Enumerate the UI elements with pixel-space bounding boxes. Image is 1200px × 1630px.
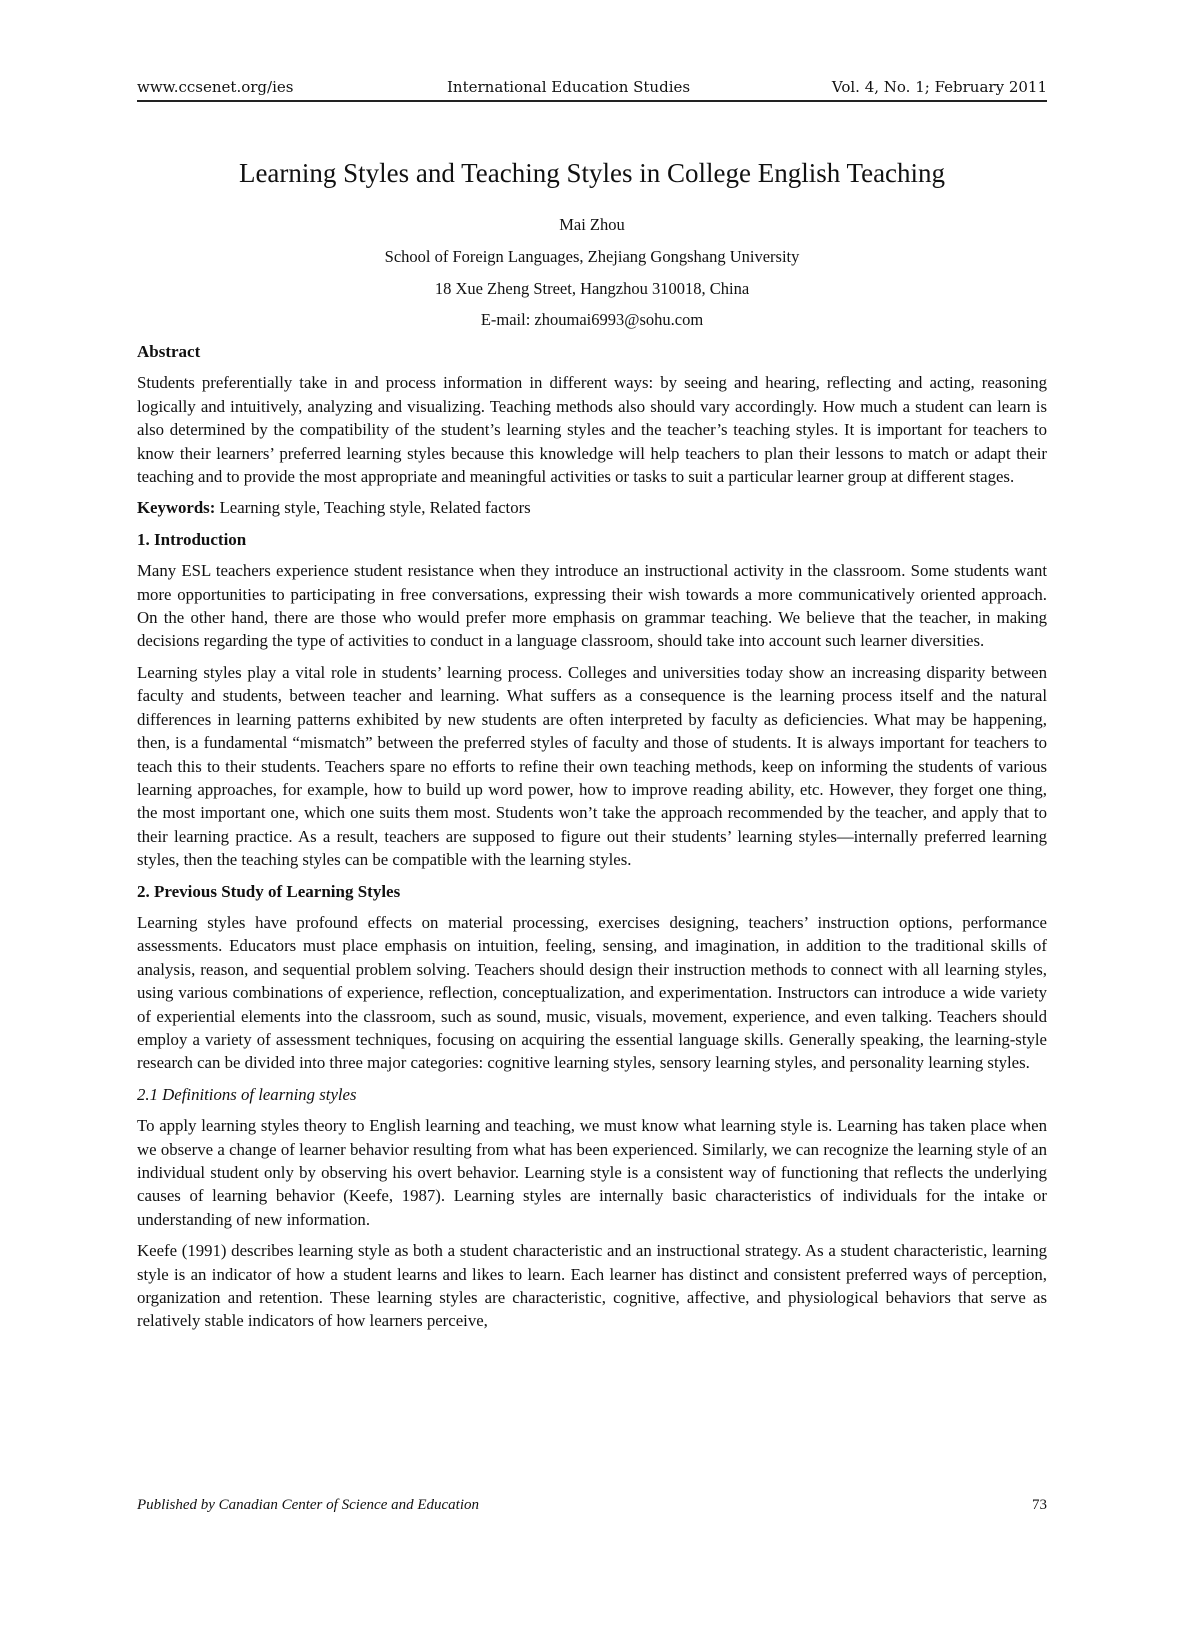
paper-title: Learning Styles and Teaching Styles in College English Teaching [238, 158, 946, 188]
paragraph: To apply learning styles theory to English learning and teaching, we must know what learning style is. Learning has taken place when we observe a change of learner behavior resulting from what has been experienced. Similarly, we can recognize the learning style of an individual student only by observing his overt behavior. Learning style is a consistent way of functioning that reflects the underlying causes of learning behavior (Keefe, 1987). Learning styles are internally basic characteristics of individuals for the intake or understanding of new information. [137, 1116, 1047, 1229]
header-url: www.ccsenet.org/ies [137, 78, 294, 96]
subsection-heading-definitions: 2.1 Definitions of learning styles [137, 1084, 357, 1104]
keywords-label: Keywords: [137, 498, 216, 518]
author-address: 18 Xue Zheng Street, Hangzhou 310018, China [434, 279, 750, 298]
running-header [137, 78, 1047, 102]
section-heading-introduction: 1. Introduction [137, 529, 247, 549]
header-volume: Vol. 4, No. 1; February 2011 [831, 78, 1047, 96]
author-email: E-mail: zhoumai6993@sohu.com [480, 310, 704, 329]
abstract-text: Students preferentially take in and process information in different ways: by seeing and hearing, reflecting and acting, reasoning logically and intuitively, analyzing and visualizing. Teaching methods also should vary accordingly. How much a student can learn is also determined by the compatibility of the student’s learning styles and the teacher’s teaching styles. It is important for teachers to know their learners’ preferred learning styles because this knowledge will help teachers to plan their lessons to match or adapt their teaching and to provide the most appropriate and meaningful activities or tasks to suit a particular learner group at different stages. [137, 373, 1047, 487]
abstract-heading: Abstract [137, 342, 201, 361]
keywords-text: Learning style, Teaching style, Related factors [215, 498, 531, 518]
section-heading-previous-study: 2. Previous Study of Learning Styles [137, 881, 401, 901]
paragraph: Learning styles have profound effects on material processing, exercises designing, teachers’ instruction options, performance assessments. Educators must place emphasis on intuition, feeling, sensing, and imagination, in addition to the traditional skills of analysis, reason, and sequential problem solving. Teachers should design their instruction methods to connect with all learning styles, using various combinations of experience, reflection, conceptualization, and experimentation. Instructors can introduce a wide variety of experiential elements into the classroom, such as sound, music, visuals, movement, experience, and even talking. Teachers should employ a variety of assessment techniques, focusing on acquiring the essential language skills. Generally speaking, the learning-style research can be divided into three major categories: cognitive learning styles, sensory learning styles, and personality learning styles. [137, 912, 1047, 1073]
paper-body [137, 340, 1047, 1341]
footer-publisher: Published by Canadian Center of Science and Education [137, 1497, 480, 1513]
page-number: 73 [1032, 1497, 1047, 1513]
keywords [137, 496, 1047, 519]
author-name: Mai Zhou [559, 215, 625, 234]
header-journal: International Education Studies [447, 78, 691, 96]
author-affiliation: School of Foreign Languages, Zhejiang Gongshang University [384, 247, 800, 266]
paragraph: Keefe (1991) describes learning style as both a student characteristic and an instructional strategy. As a student characteristic, learning style is an indicator of how a student learns and likes to learn. Each learner has distinct and consistent preferred ways of perception, organization and retention. These learning styles are characteristic, cognitive, affective, and physiological behaviors that serve as relatively stable indicators of how learners perceive, [137, 1241, 1047, 1331]
paragraph: Many ESL teachers experience student resistance when they introduce an instructional activity in the classroom. Some students want more opportunities to participating in free conversations, expressing their wish towards a more communicatively oriented approach. On the other hand, there are those who would prefer more emphasis on grammar teaching. We believe that the teacher, in making decisions regarding the type of activities to conduct in a language classroom, should take into account such learner diversities. [137, 561, 1047, 651]
paragraph: Learning styles play a vital role in students’ learning process. Colleges and universities today show an increasing disparity between faculty and students, between teacher and learning. What suffers as a consequence is the learning process itself and the natural differences in learning patterns exhibited by new students are often interpreted by faculty as deficiencies. What may be happening, then, is a fundamental “mismatch” between the preferred styles of faculty and those of students. It is always important for teachers to teach this to their students. Teachers spare no efforts to refine their own teaching methods, keep on informing the students of various learning approaches, for example, how to build up word power, how to improve reading ability, etc. However, they forget one thing, the most important one, which one suits them most. Students won’t take the approach recommended by the teacher, and apply that to their learning practice. As a result, teachers are supposed to figure out their students’ learning styles—internally preferred learning styles, then the teaching styles can be compatible with the learning styles. [137, 662, 1047, 870]
